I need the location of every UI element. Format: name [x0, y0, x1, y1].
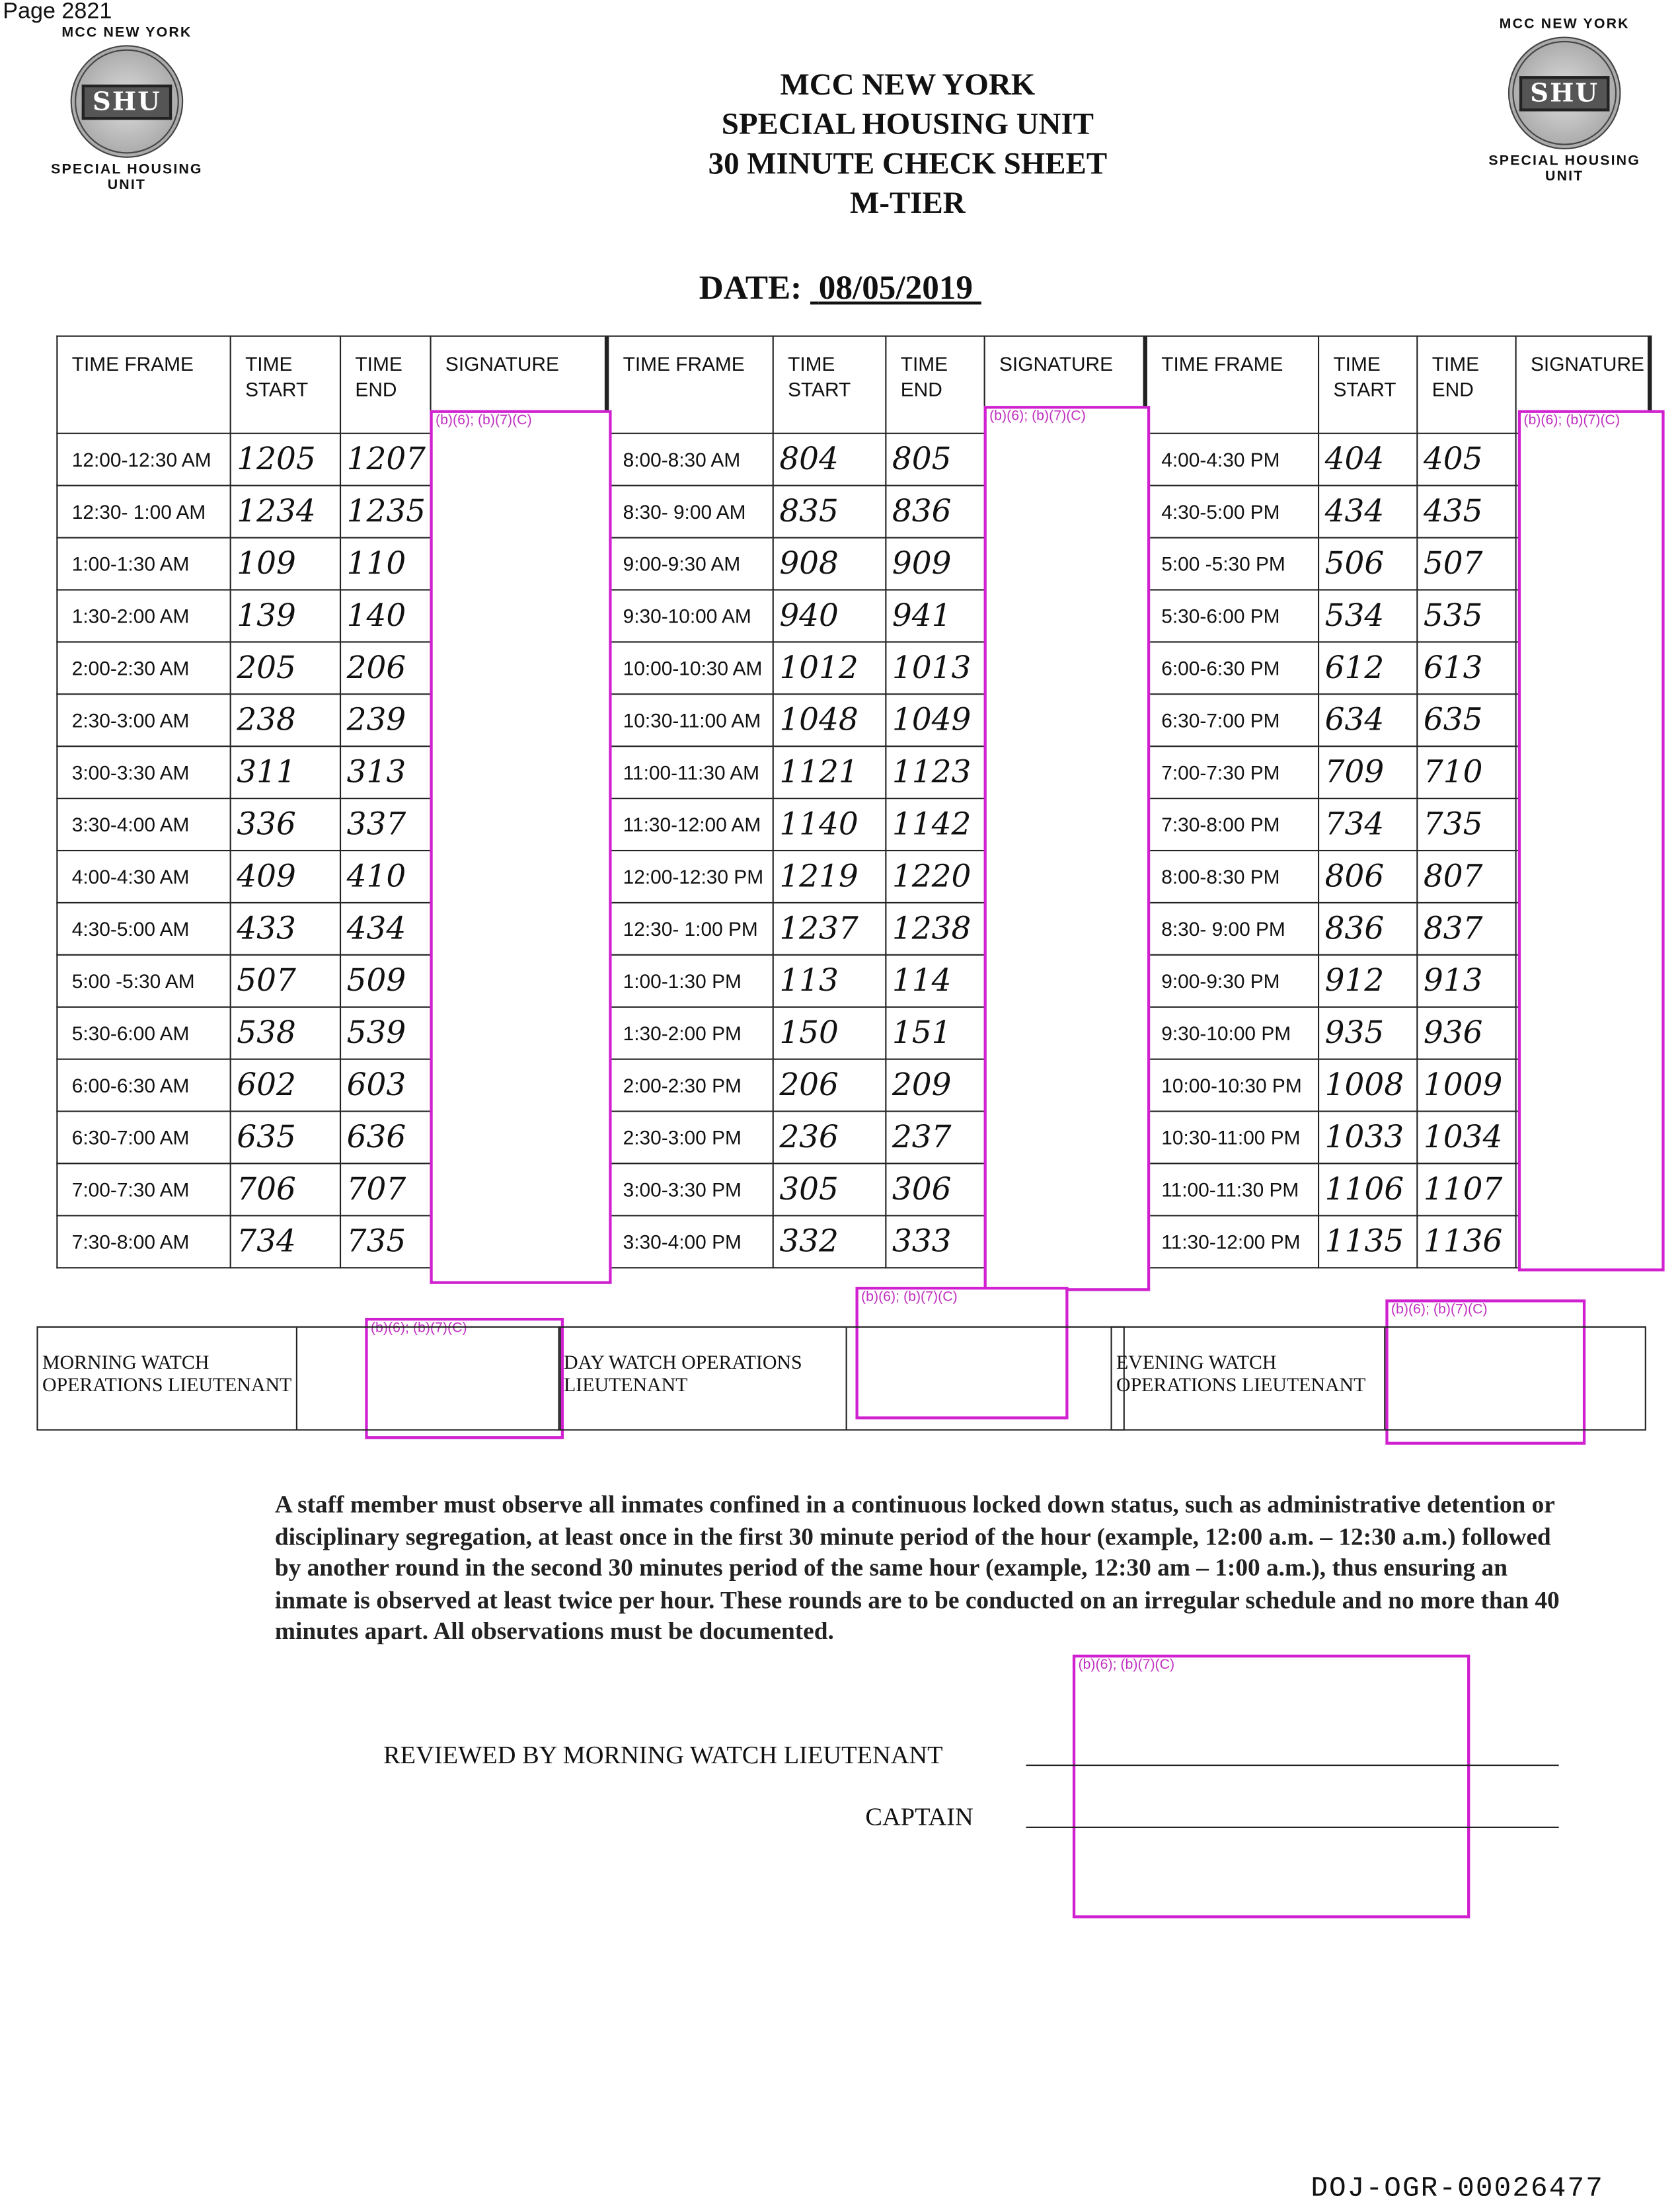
evening-lieutenant-label: EVENING WATCH OPERATIONS LIEUTENANT	[1112, 1328, 1386, 1430]
time-end-cell: 1009	[1417, 1059, 1515, 1112]
time-end-cell: 735	[1417, 798, 1515, 851]
time-start-cell: 1012	[773, 642, 886, 694]
page-number: Page 2821	[3, 0, 112, 24]
time-end-cell: 140	[340, 590, 430, 642]
time-start-cell: 305	[773, 1163, 886, 1215]
column-header-time-end: TIME END	[1417, 336, 1515, 434]
table-row	[57, 1215, 1650, 1268]
time-frame-cell: 6:00-6:30 PM	[1145, 642, 1318, 694]
redaction-label: (b)(6); (b)(7)(C)	[989, 408, 1086, 424]
column-header-signature: SIGNATURE	[1516, 336, 1650, 434]
captain-signature-line	[1026, 1827, 1559, 1828]
time-end-cell: 306	[886, 1163, 984, 1215]
time-end-cell: 1142	[886, 798, 984, 851]
time-start-cell: 434	[1318, 486, 1417, 538]
time-frame-cell: 10:30-11:00 PM	[1145, 1112, 1318, 1164]
title-line: MCC NEW YORK	[780, 66, 1036, 102]
table-row	[57, 538, 1650, 590]
column-header-time-start: TIME START	[1318, 336, 1417, 434]
time-start-cell: 311	[231, 746, 340, 798]
time-frame-cell: 1:00-1:30 AM	[57, 538, 230, 590]
time-frame-cell: 4:30-5:00 AM	[57, 903, 230, 955]
time-start-cell: 206	[773, 1059, 886, 1112]
day-lieutenant-label: DAY WATCH OPERATIONS LIEUTENANT	[560, 1328, 847, 1430]
header-row	[57, 336, 1650, 434]
time-end-cell: 1049	[886, 694, 984, 746]
time-start-cell: 238	[231, 694, 340, 746]
time-start-cell: 612	[1318, 642, 1417, 694]
time-frame-cell: 11:00-11:30 AM	[607, 746, 773, 798]
time-end-cell: 805	[886, 434, 984, 486]
time-start-cell: 1106	[1318, 1163, 1417, 1215]
time-start-cell: 506	[1318, 538, 1417, 590]
time-frame-cell: 6:30-7:00 AM	[57, 1112, 230, 1164]
table-row	[57, 903, 1650, 955]
time-start-cell: 236	[773, 1112, 886, 1164]
column-header-time-frame: TIME FRAME	[607, 336, 773, 434]
time-end-cell: 535	[1417, 590, 1515, 642]
time-end-cell: 337	[340, 798, 430, 851]
time-start-cell: 734	[231, 1215, 340, 1268]
time-frame-cell: 3:30-4:00 PM	[607, 1215, 773, 1268]
time-end-cell: 206	[340, 642, 430, 694]
time-start-cell: 1121	[773, 746, 886, 798]
time-frame-cell: 12:30- 1:00 PM	[607, 903, 773, 955]
time-end-cell: 837	[1417, 903, 1515, 955]
time-frame-cell: 9:00-9:30 PM	[1145, 955, 1318, 1007]
time-start-cell: 940	[773, 590, 886, 642]
time-start-cell: 404	[1318, 434, 1417, 486]
table-row	[57, 955, 1650, 1007]
time-end-cell: 405	[1417, 434, 1515, 486]
time-frame-cell: 5:00 -5:30 PM	[1145, 538, 1318, 590]
captain-label: CAPTAIN	[865, 1802, 974, 1831]
time-end-cell: 313	[340, 746, 430, 798]
redaction-box	[984, 406, 1151, 1291]
redaction-box	[1518, 410, 1665, 1272]
time-end-cell: 114	[886, 955, 984, 1007]
title-line: SPECIAL HOUSING UNIT	[721, 105, 1094, 141]
time-end-cell: 913	[1417, 955, 1515, 1007]
time-frame-cell: 6:30-7:00 PM	[1145, 694, 1318, 746]
time-end-cell: 539	[340, 1007, 430, 1059]
seal-text: SHU	[1519, 75, 1610, 110]
logo-bottom-text: SPECIAL HOUSING UNIT	[1488, 153, 1640, 185]
time-end-cell: 936	[1417, 1007, 1515, 1059]
time-start-cell: 908	[773, 538, 886, 590]
table-row	[57, 434, 1650, 486]
column-header-time-frame: TIME FRAME	[1145, 336, 1318, 434]
column-header-time-start: TIME START	[231, 336, 340, 434]
redaction-label: (b)(6); (b)(7)(C)	[1078, 1657, 1175, 1673]
time-end-cell: 410	[340, 851, 430, 903]
time-frame-cell: 11:30-12:00 AM	[607, 798, 773, 851]
time-frame-cell: 12:30- 1:00 AM	[57, 486, 230, 538]
table-row	[57, 1163, 1650, 1215]
time-frame-cell: 11:30-12:00 PM	[1145, 1215, 1318, 1268]
time-end-cell: 636	[340, 1112, 430, 1164]
time-end-cell: 735	[340, 1215, 430, 1268]
time-end-cell: 1207	[340, 434, 430, 486]
evening-lieutenant-row	[1110, 1326, 1646, 1431]
time-start-cell: 1237	[773, 903, 886, 955]
time-frame-cell: 4:30-5:00 PM	[1145, 486, 1318, 538]
time-frame-cell: 3:00-3:30 PM	[607, 1163, 773, 1215]
check-table	[56, 336, 1652, 1269]
time-end-cell: 941	[886, 590, 984, 642]
time-start-cell: 150	[773, 1007, 886, 1059]
table-row	[57, 694, 1650, 746]
time-end-cell: 836	[886, 486, 984, 538]
time-end-cell: 239	[340, 694, 430, 746]
date-label: DATE:	[699, 270, 802, 307]
time-start-cell: 1048	[773, 694, 886, 746]
time-start-cell: 734	[1318, 798, 1417, 851]
time-start-cell: 1008	[1318, 1059, 1417, 1112]
time-start-cell: 1234	[231, 486, 340, 538]
time-frame-cell: 7:00-7:30 AM	[57, 1163, 230, 1215]
time-end-cell: 613	[1417, 642, 1515, 694]
time-frame-cell: 6:00-6:30 AM	[57, 1059, 230, 1112]
date-field	[699, 270, 981, 309]
time-frame-cell: 1:30-2:00 PM	[607, 1007, 773, 1059]
reviewed-by-label: REVIEWED BY MORNING WATCH LIEUTENANT	[383, 1740, 943, 1769]
time-end-cell: 635	[1417, 694, 1515, 746]
time-frame-cell: 2:30-3:00 PM	[607, 1112, 773, 1164]
time-end-cell: 603	[340, 1059, 430, 1112]
column-header-time-end: TIME END	[340, 336, 430, 434]
time-frame-cell: 8:00-8:30 PM	[1145, 851, 1318, 903]
time-start-cell: 433	[231, 903, 340, 955]
table-row	[57, 1007, 1650, 1059]
time-end-cell: 710	[1417, 746, 1515, 798]
column-header-time-end: TIME END	[886, 336, 984, 434]
time-frame-cell: 12:00-12:30 PM	[607, 851, 773, 903]
redaction-box	[430, 410, 611, 1284]
time-start-cell: 634	[1318, 694, 1417, 746]
time-start-cell: 538	[231, 1007, 340, 1059]
document-title	[0, 65, 1680, 223]
time-frame-cell: 9:30-10:00 PM	[1145, 1007, 1318, 1059]
time-end-cell: 909	[886, 538, 984, 590]
logo-top-text: MCC NEW YORK	[61, 25, 192, 41]
time-end-cell: 1123	[886, 746, 984, 798]
time-start-cell: 332	[773, 1215, 886, 1268]
time-frame-cell: 1:00-1:30 PM	[607, 955, 773, 1007]
table-row	[57, 1059, 1650, 1112]
redaction-label: (b)(6); (b)(7)(C)	[370, 1320, 467, 1336]
table-row	[57, 746, 1650, 798]
seal-text: SHU	[81, 84, 172, 119]
time-start-cell: 635	[231, 1112, 340, 1164]
time-end-cell: 1034	[1417, 1112, 1515, 1164]
logo-top-text: MCC NEW YORK	[1499, 17, 1630, 33]
time-frame-cell: 5:30-6:00 AM	[57, 1007, 230, 1059]
time-end-cell: 1220	[886, 851, 984, 903]
time-start-cell: 1219	[773, 851, 886, 903]
time-start-cell: 109	[231, 538, 340, 590]
time-start-cell: 534	[1318, 590, 1417, 642]
time-frame-cell: 10:30-11:00 AM	[607, 694, 773, 746]
time-frame-cell: 10:00-10:30 AM	[607, 642, 773, 694]
table-row	[57, 486, 1650, 538]
time-end-cell: 333	[886, 1215, 984, 1268]
time-end-cell: 1235	[340, 486, 430, 538]
time-frame-cell: 9:30-10:00 AM	[607, 590, 773, 642]
time-end-cell: 435	[1417, 486, 1515, 538]
time-end-cell: 1013	[886, 642, 984, 694]
time-frame-cell: 12:00-12:30 AM	[57, 434, 230, 486]
time-start-cell: 507	[231, 955, 340, 1007]
column-header-signature: SIGNATURE	[431, 336, 607, 434]
time-frame-cell: 1:30-2:00 AM	[57, 590, 230, 642]
column-header-signature: SIGNATURE	[985, 336, 1145, 434]
time-end-cell: 707	[340, 1163, 430, 1215]
time-start-cell: 336	[231, 798, 340, 851]
time-frame-cell: 3:00-3:30 AM	[57, 746, 230, 798]
policy-text: A staff member must observe all inmates confined in a continuous locked down status, such as administrative detention or disciplinary segregation, at least once in the first 30 minute period of the hour (example, 12:00 a.m. – 12:30 a.m.) followed by another round in the second 30 minutes period of the same hour (example, 12:30 am – 1:00 a.m.), thus ensuring an inmate is observed at least twice per hour. These rounds are to be conducted on an irregular schedule and no more than 40 minutes apart. All observations must be documented.	[274, 1490, 1560, 1645]
title-line: M-TIER	[850, 184, 966, 220]
time-frame-cell: 7:30-8:00 PM	[1145, 798, 1318, 851]
time-start-cell: 1140	[773, 798, 886, 851]
morning-lieutenant-row	[36, 1326, 560, 1431]
time-start-cell: 1033	[1318, 1112, 1417, 1164]
time-frame-cell: 2:00-2:30 AM	[57, 642, 230, 694]
time-start-cell: 836	[1318, 903, 1417, 955]
column-header-time-frame: TIME FRAME	[57, 336, 230, 434]
time-start-cell: 409	[231, 851, 340, 903]
redaction-label: (b)(6); (b)(7)(C)	[861, 1289, 958, 1305]
redaction-label: (b)(6); (b)(7)(C)	[1391, 1302, 1488, 1318]
time-frame-cell: 2:30-3:00 AM	[57, 694, 230, 746]
day-lieutenant-row	[558, 1326, 1125, 1431]
time-frame-cell: 8:00-8:30 AM	[607, 434, 773, 486]
time-frame-cell: 5:30-6:00 PM	[1145, 590, 1318, 642]
time-frame-cell: 4:00-4:30 AM	[57, 851, 230, 903]
time-start-cell: 706	[231, 1163, 340, 1215]
column-header-time-start: TIME START	[773, 336, 886, 434]
time-frame-cell: 9:00-9:30 AM	[607, 538, 773, 590]
redaction-label: (b)(6); (b)(7)(C)	[435, 412, 532, 429]
title-line: 30 MINUTE CHECK SHEET	[708, 145, 1108, 180]
redaction-box	[1073, 1655, 1470, 1919]
reviewed-by-signature-line	[1026, 1765, 1559, 1766]
time-start-cell: 709	[1318, 746, 1417, 798]
time-end-cell: 110	[340, 538, 430, 590]
time-start-cell: 804	[773, 434, 886, 486]
time-frame-cell: 4:00-4:30 PM	[1145, 434, 1318, 486]
table-row	[57, 590, 1650, 642]
time-frame-cell: 5:00 -5:30 AM	[57, 955, 230, 1007]
time-frame-cell: 7:00-7:30 PM	[1145, 746, 1318, 798]
time-frame-cell: 11:00-11:30 PM	[1145, 1163, 1318, 1215]
time-end-cell: 507	[1417, 538, 1515, 590]
time-start-cell: 602	[231, 1059, 340, 1112]
time-end-cell: 807	[1417, 851, 1515, 903]
time-end-cell: 1107	[1417, 1163, 1515, 1215]
time-frame-cell: 8:30- 9:00 AM	[607, 486, 773, 538]
time-end-cell: 509	[340, 955, 430, 1007]
time-frame-cell: 2:00-2:30 PM	[607, 1059, 773, 1112]
date-value: 08/05/2019	[818, 270, 973, 307]
time-start-cell: 835	[773, 486, 886, 538]
time-start-cell: 806	[1318, 851, 1417, 903]
time-start-cell: 1205	[231, 434, 340, 486]
time-start-cell: 935	[1318, 1007, 1417, 1059]
table-row	[57, 851, 1650, 903]
time-end-cell: 1136	[1417, 1215, 1515, 1268]
time-end-cell: 209	[886, 1059, 984, 1112]
time-frame-cell: 7:30-8:00 AM	[57, 1215, 230, 1268]
redaction-label: (b)(6); (b)(7)(C)	[1523, 412, 1621, 429]
logo-bottom-text: SPECIAL HOUSING UNIT	[51, 162, 203, 194]
time-end-cell: 237	[886, 1112, 984, 1164]
time-frame-cell: 3:30-4:00 AM	[57, 798, 230, 851]
time-start-cell: 113	[773, 955, 886, 1007]
time-end-cell: 151	[886, 1007, 984, 1059]
time-frame-cell: 10:00-10:30 PM	[1145, 1059, 1318, 1112]
bates-number: DOJ-OGR-00026477	[1311, 2173, 1604, 2206]
time-start-cell: 205	[231, 642, 340, 694]
table-row	[57, 642, 1650, 694]
time-end-cell: 434	[340, 903, 430, 955]
time-start-cell: 139	[231, 590, 340, 642]
time-start-cell: 1135	[1318, 1215, 1417, 1268]
table-row	[57, 1112, 1650, 1164]
time-end-cell: 1238	[886, 903, 984, 955]
table-row	[57, 798, 1650, 851]
time-frame-cell: 8:30- 9:00 PM	[1145, 903, 1318, 955]
morning-lieutenant-label: MORNING WATCH OPERATIONS LIEUTENANT	[38, 1328, 297, 1430]
time-start-cell: 912	[1318, 955, 1417, 1007]
